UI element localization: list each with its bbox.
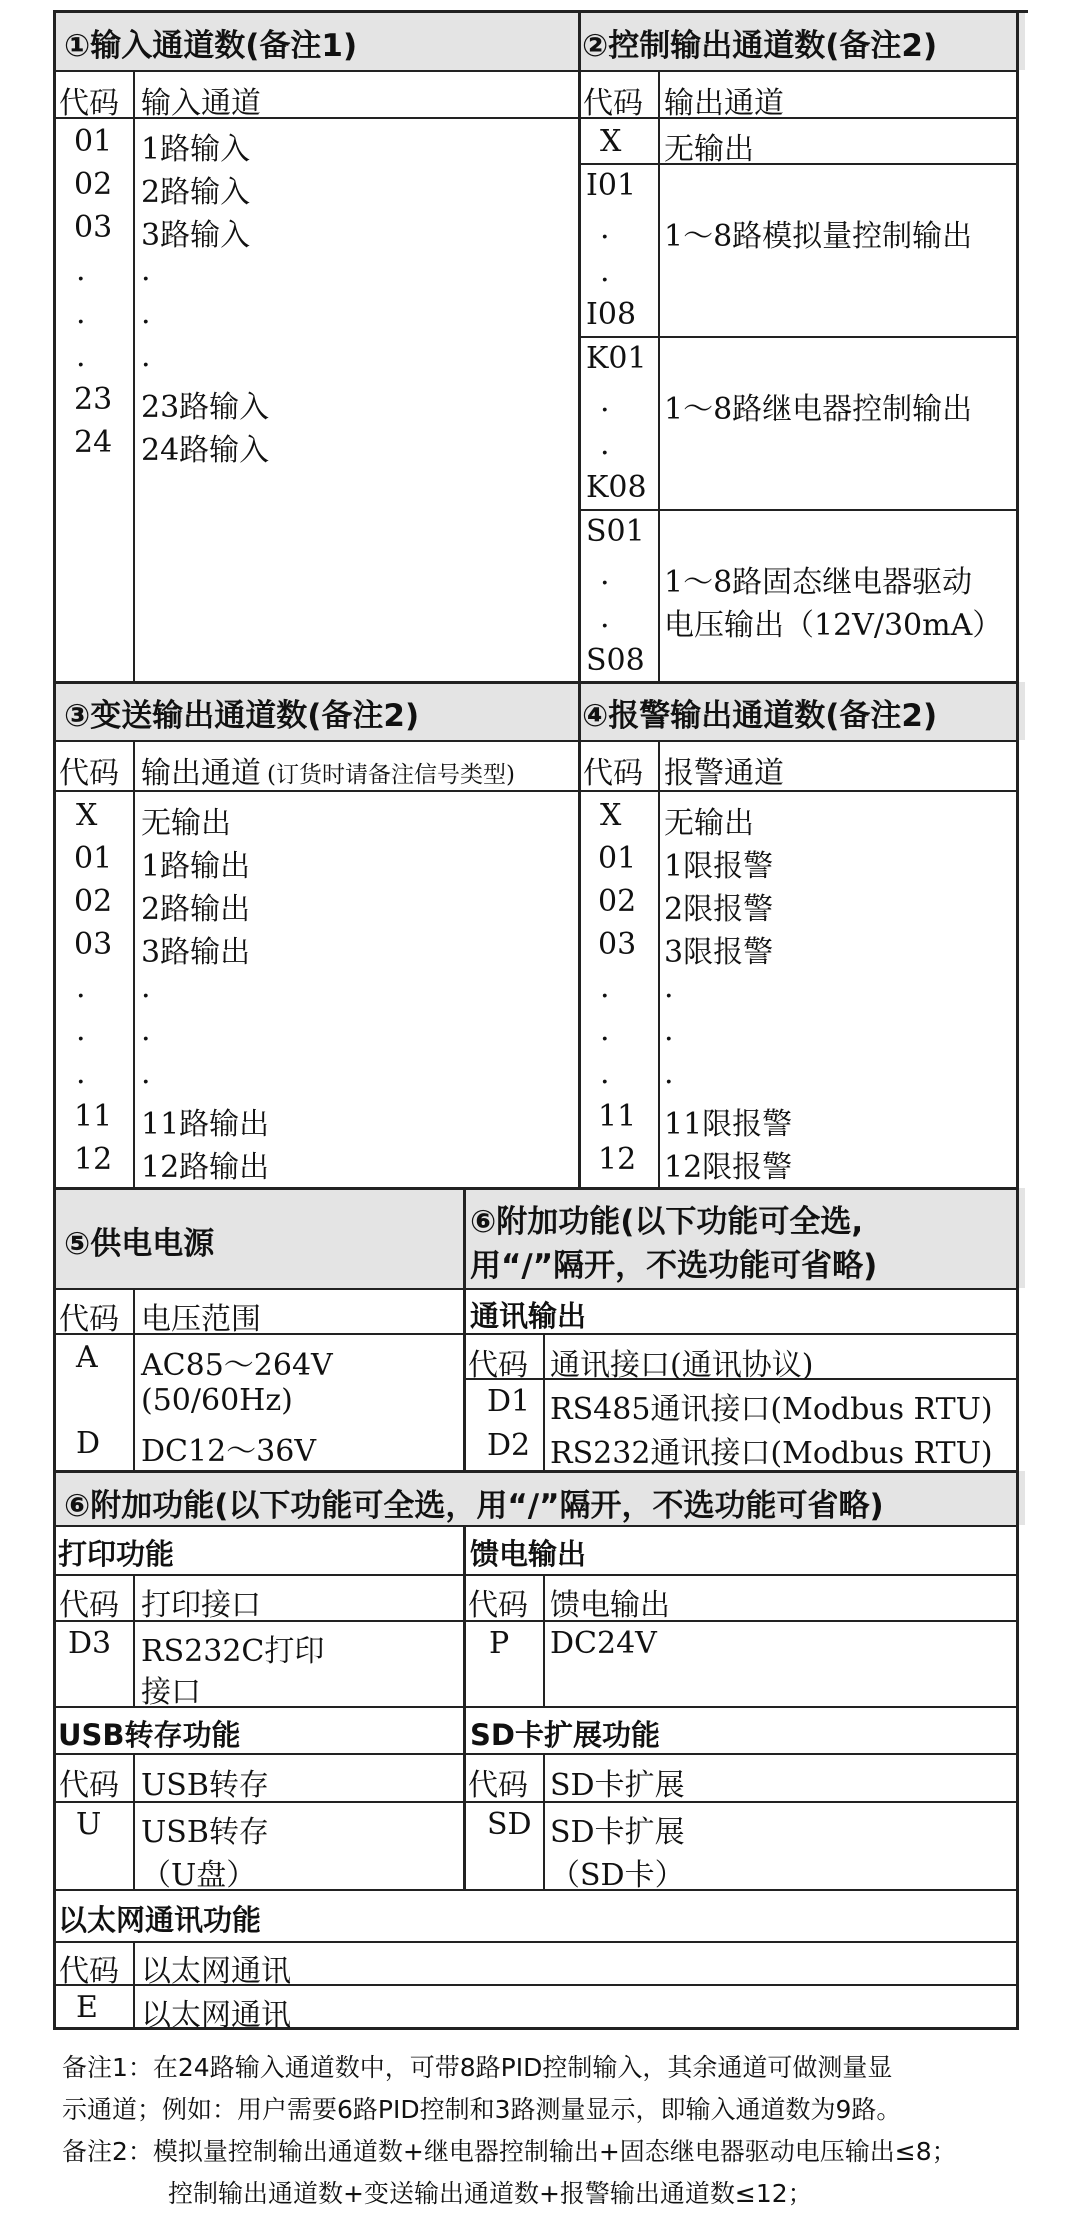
table-row-code: 02 xyxy=(598,884,637,919)
table-row-name: . xyxy=(141,1013,151,1048)
table-row-code: E xyxy=(76,1990,98,2025)
table-row-code: 11 xyxy=(74,1099,113,1134)
group-name: 1～8路继电器控制输出 xyxy=(664,392,973,427)
table-row-name: 接口 xyxy=(141,1675,201,1710)
table-row-name: RS485通讯接口(Modbus RTU) xyxy=(550,1392,993,1427)
col-code-header: 代码 xyxy=(468,1588,528,1623)
group-code: . xyxy=(600,211,610,246)
table-row-name: 无输出 xyxy=(664,132,754,167)
table-row-name: 2限报警 xyxy=(664,892,774,927)
table-row-name: 24路输入 xyxy=(141,433,270,468)
table-row-code: 01 xyxy=(74,841,113,876)
table-row-code: . xyxy=(76,339,86,374)
table-row-name: . xyxy=(141,296,151,331)
table-row-name: 12限报警 xyxy=(664,1150,793,1185)
table-row-name: . xyxy=(141,1056,151,1091)
table-row-code: 02 xyxy=(74,884,113,919)
table-row-code: 03 xyxy=(74,210,113,245)
group-code: . xyxy=(600,600,610,635)
col-ethernet-header: 以太网通讯 xyxy=(141,1954,291,1989)
table-row-name: （SD卡） xyxy=(550,1858,685,1893)
table-row-name: 3限报警 xyxy=(664,935,774,970)
table-row-name: . xyxy=(141,970,151,1005)
table-row-name: RS232C打印 xyxy=(141,1634,325,1669)
section-extra-functions-title: ⑥附加功能(以下功能可全选，用“/”隔开，不选功能可省略) xyxy=(64,1488,884,1524)
table-row-name: 1限报警 xyxy=(664,849,774,884)
table-row-name: RS232通讯接口(Modbus RTU) xyxy=(550,1436,993,1471)
table-row-name: 1路输入 xyxy=(141,132,251,167)
group-name: 电压输出（12V/30mA） xyxy=(664,608,1003,643)
table-row-name: 12路输出 xyxy=(141,1150,270,1185)
note-1-line2: 示通道；例如：用户需要6路PID控制和3路测量显示，即输入通道数为9路。 xyxy=(62,2095,902,2124)
table-row-name: USB转存 xyxy=(141,1815,269,1850)
table-row-name: 以太网通讯 xyxy=(141,1998,291,2033)
section-extra-title-line2: 用“/”隔开，不选功能可省略) xyxy=(470,1248,878,1284)
note-2-line2: 控制输出通道数+变送输出通道数+报警输出通道数≤12； xyxy=(168,2179,813,2208)
group-code: I01 xyxy=(586,168,637,203)
note-1-line1: 备注1：在24路输入通道数中，可带8路PID控制输入，其余通道可做测量显 xyxy=(62,2053,893,2082)
group-name: 1～8路固态继电器驱动 xyxy=(664,565,973,600)
table-row-name: . xyxy=(664,970,674,1005)
comm-output-subtitle: 通讯输出 xyxy=(470,1299,587,1333)
table-row-code: D xyxy=(76,1426,101,1461)
table-row-code: . xyxy=(76,1013,86,1048)
table-row-code: P xyxy=(489,1626,510,1661)
feed-output-title: 馈电输出 xyxy=(470,1537,587,1571)
table-row-name: 无输出 xyxy=(141,806,231,841)
table-row-name: 1路输出 xyxy=(141,849,251,884)
col-alarm-header: 报警通道 xyxy=(664,756,784,791)
table-row-code: 01 xyxy=(598,841,637,876)
table-row-name: . xyxy=(664,1056,674,1091)
group-name: 1～8路模拟量控制输出 xyxy=(664,219,973,254)
table-row-name: 2路输出 xyxy=(141,892,251,927)
col-interface-header: 通讯接口(通讯协议) xyxy=(550,1348,814,1383)
ethernet-function-title: 以太网通讯功能 xyxy=(58,1903,262,1937)
table-row-code: 23 xyxy=(74,382,113,417)
table-row-code: D2 xyxy=(487,1428,531,1463)
col-voltage-header: 电压范围 xyxy=(141,1302,261,1337)
group-code: S01 xyxy=(586,514,645,549)
col-code-header: 代码 xyxy=(59,86,119,121)
table-row-code: X xyxy=(600,124,622,159)
col-usb-header: USB转存 xyxy=(141,1768,269,1803)
table-row-name: . xyxy=(664,1013,674,1048)
table-row-code: 01 xyxy=(74,124,113,159)
table-row-name: 3路输入 xyxy=(141,218,251,253)
section-alarm-output-title: ④报警输出通道数(备注2) xyxy=(582,698,938,734)
col-code-header: 代码 xyxy=(59,1954,119,1989)
table-row-code: 03 xyxy=(598,927,637,962)
group-code: . xyxy=(600,557,610,592)
table-row-code: . xyxy=(600,1056,610,1091)
table-row-code: 11 xyxy=(598,1099,637,1134)
table-row-code: 24 xyxy=(74,425,113,460)
col-feed-header: 馈电输出 xyxy=(550,1588,670,1623)
table-row-code: U xyxy=(76,1807,102,1842)
table-row-code: . xyxy=(76,296,86,331)
usb-function-title: USB转存功能 xyxy=(58,1718,241,1752)
table-row-code: . xyxy=(76,1056,86,1091)
group-code: S08 xyxy=(586,643,645,678)
table-row-name: 2路输入 xyxy=(141,175,251,210)
table-row-name: 无输出 xyxy=(664,806,754,841)
table-row-code: D3 xyxy=(68,1626,112,1661)
group-code: . xyxy=(600,384,610,419)
section-input-title: ①输入通道数(备注1) xyxy=(64,28,358,64)
table-row-code: X xyxy=(600,798,622,833)
section-transmit-output-title: ③变送输出通道数(备注2) xyxy=(64,698,420,734)
table-row-code: SD xyxy=(487,1807,532,1842)
group-code: I08 xyxy=(586,297,637,332)
col-sd-header: SD卡扩展 xyxy=(550,1768,685,1803)
sd-function-title: SD卡扩展功能 xyxy=(470,1718,660,1752)
section-power-title: ⑤供电电源 xyxy=(64,1226,215,1262)
col-print-header: 打印接口 xyxy=(141,1588,261,1623)
table-row-name: AC85～264V xyxy=(141,1348,333,1383)
table-row-name: 11路输出 xyxy=(141,1107,270,1142)
table-row-name: 3路输出 xyxy=(141,935,251,970)
table-row-name: . xyxy=(141,253,151,288)
table-row-code: . xyxy=(76,970,86,1005)
col-code-header: 代码 xyxy=(59,1768,119,1803)
col-code-header: 代码 xyxy=(583,86,643,121)
col-input-header: 输入通道 xyxy=(141,86,261,121)
table-row-code: 03 xyxy=(74,927,113,962)
table-row-code: . xyxy=(76,253,86,288)
col-output-header: 输出通道 xyxy=(141,756,261,791)
table-row-name: . xyxy=(141,339,151,374)
table-row-name: 23路输入 xyxy=(141,390,270,425)
section-control-output-title: ②控制输出通道数(备注2) xyxy=(582,28,938,64)
col-code-header: 代码 xyxy=(468,1348,528,1383)
col-output-header: 输出通道 xyxy=(664,86,784,121)
table-row-name: DC24V xyxy=(550,1626,657,1661)
table-row-name: SD卡扩展 xyxy=(550,1815,685,1850)
group-code: K01 xyxy=(586,341,647,376)
table-row-code: . xyxy=(600,970,610,1005)
col-code-header: 代码 xyxy=(59,1588,119,1623)
table-row-code: A xyxy=(76,1340,98,1375)
col-code-header: 代码 xyxy=(59,1302,119,1337)
note-2-line1: 备注2：模拟量控制输出通道数+继电器控制输出+固态继电器驱动电压输出≤8； xyxy=(62,2137,957,2166)
group-code: . xyxy=(600,427,610,462)
group-code: K08 xyxy=(586,470,647,505)
group-code: . xyxy=(600,254,610,289)
table-row-code: X xyxy=(76,798,98,833)
section-extra-title: ⑥附加功能(以下功能可全选, xyxy=(470,1204,864,1240)
table-row-name: (50/60Hz) xyxy=(141,1383,293,1418)
table-row-code: 12 xyxy=(598,1142,637,1177)
col-code-header: 代码 xyxy=(59,756,119,791)
print-function-title: 打印功能 xyxy=(58,1537,175,1571)
table-row-code: D1 xyxy=(487,1384,531,1419)
table-row-code: 02 xyxy=(74,167,113,202)
table-row-name: 11限报警 xyxy=(664,1107,793,1142)
table-row-name: （U盘） xyxy=(141,1858,257,1893)
col-code-header: 代码 xyxy=(468,1768,528,1803)
table-row-code: 12 xyxy=(74,1142,113,1177)
col-code-header: 代码 xyxy=(583,756,643,791)
table-row-code: . xyxy=(600,1013,610,1048)
table-row-name: DC12～36V xyxy=(141,1434,317,1469)
col-output-note: (订货时请备注信号类型) xyxy=(267,762,515,788)
